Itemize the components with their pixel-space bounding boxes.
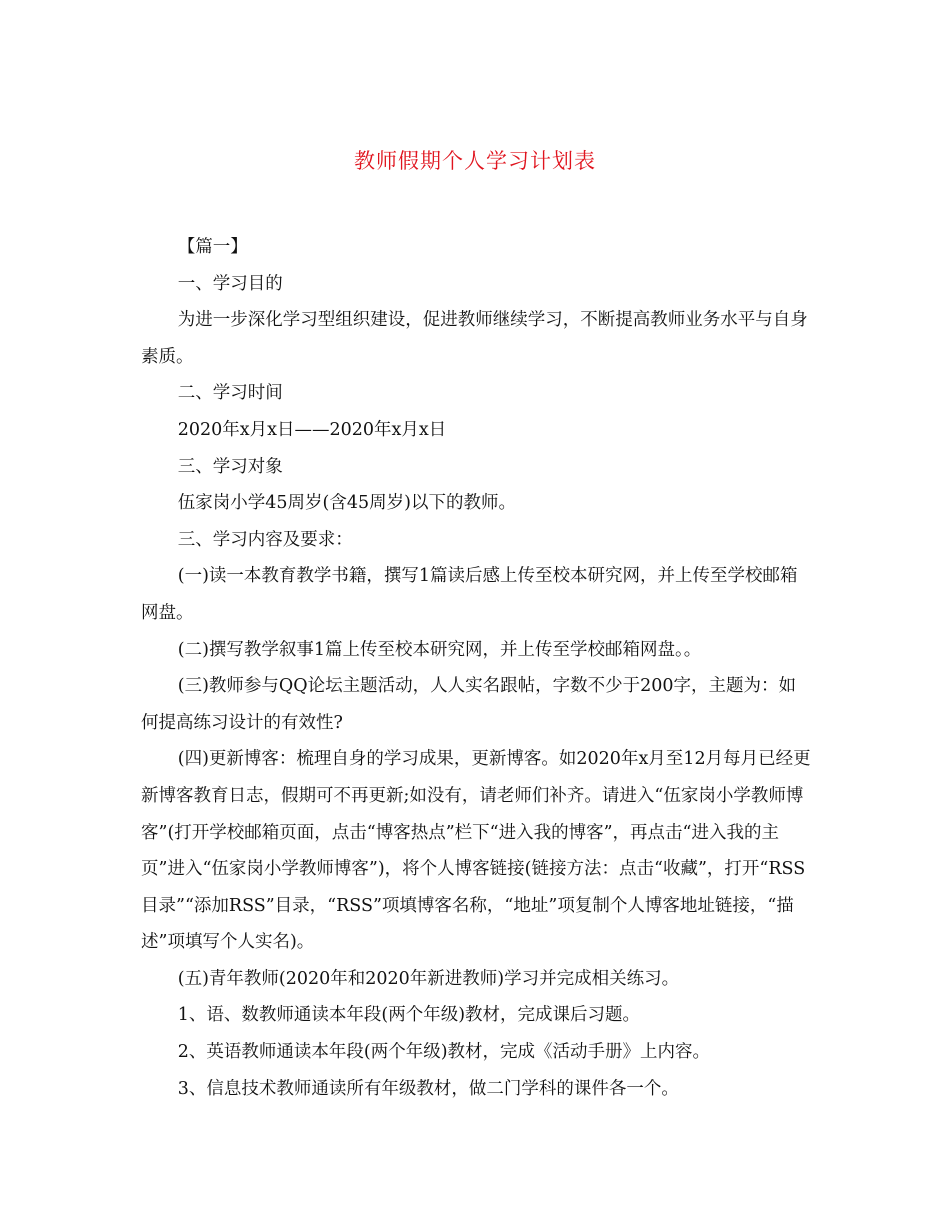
paragraph-learning-target: 伍家岗小学45周岁(含45周岁)以下的教师。 — [177, 493, 516, 514]
heading-learning-time: 二、学习时间 — [177, 383, 283, 404]
paragraph-learning-purpose: 为进一步深化学习型组织建设，促进教师继续学习，不断提高教师业务水平与自身素质。 — [141, 310, 808, 367]
paragraph-item-1: (一)读一本教育教学书籍，撰写1篇读后感上传至校本研究网，并上传至学校邮箱网盘。 — [141, 566, 798, 623]
list-item-3: 3、信息技术教师通读所有年级教材，做二门学科的课件各一个。 — [177, 1078, 679, 1099]
paragraph-item-4: (四)更新博客：梳理自身的学习成果，更新博客。如2020年x月至12月每月已经更新博客教育日志，假期可不再更新;如没有，请老师们补齐。请进入“伍家岗小学教师博客”(打开学校邮箱页面，点击“博客热点”栏下“进入我的博客”，再点击“进入我的主页”进入“伍家岗小学教师博客”)，将个人博客链接(链接方法：点击“收藏”，打开“RSS目录”“添加RSS”目录，“RSS”项填博客名称，“地址”项复制个人博客地址链接，“描述”项填写个人实名)。 — [141, 749, 811, 953]
section-heading-part-one: 【篇一】 — [177, 237, 248, 257]
heading-learning-content: 三、学习内容及要求： — [177, 529, 353, 550]
paragraph-item-3: (三)教师参与QQ论坛主题活动，人人实名跟帖，字数不少于200字，主题为：如何提高练习设计的有效性? — [141, 676, 796, 733]
list-item-2: 2、英语教师通读本年段(两个年级)教材，完成《活动手册》上内容。 — [177, 1042, 711, 1063]
paragraph-item-5: (五)青年教师(2020年和2020年新进教师)学习并完成相关练习。 — [177, 968, 680, 989]
paragraph-learning-time: 2020年x月x日——2020年x月x日 — [177, 419, 447, 440]
heading-learning-target: 三、学习对象 — [177, 456, 283, 477]
paragraph-item-2: (二)撰写教学叙事1篇上传至校本研究网，并上传至学校邮箱网盘。。 — [177, 639, 702, 660]
list-item-1: 1、语、数教师通读本年段(两个年级)教材，完成课后习题。 — [177, 1005, 641, 1026]
document-title: 教师假期个人学习计划表 — [354, 149, 596, 173]
heading-learning-purpose: 一、学习目的 — [177, 273, 283, 294]
document-body — [141, 229, 813, 1107]
